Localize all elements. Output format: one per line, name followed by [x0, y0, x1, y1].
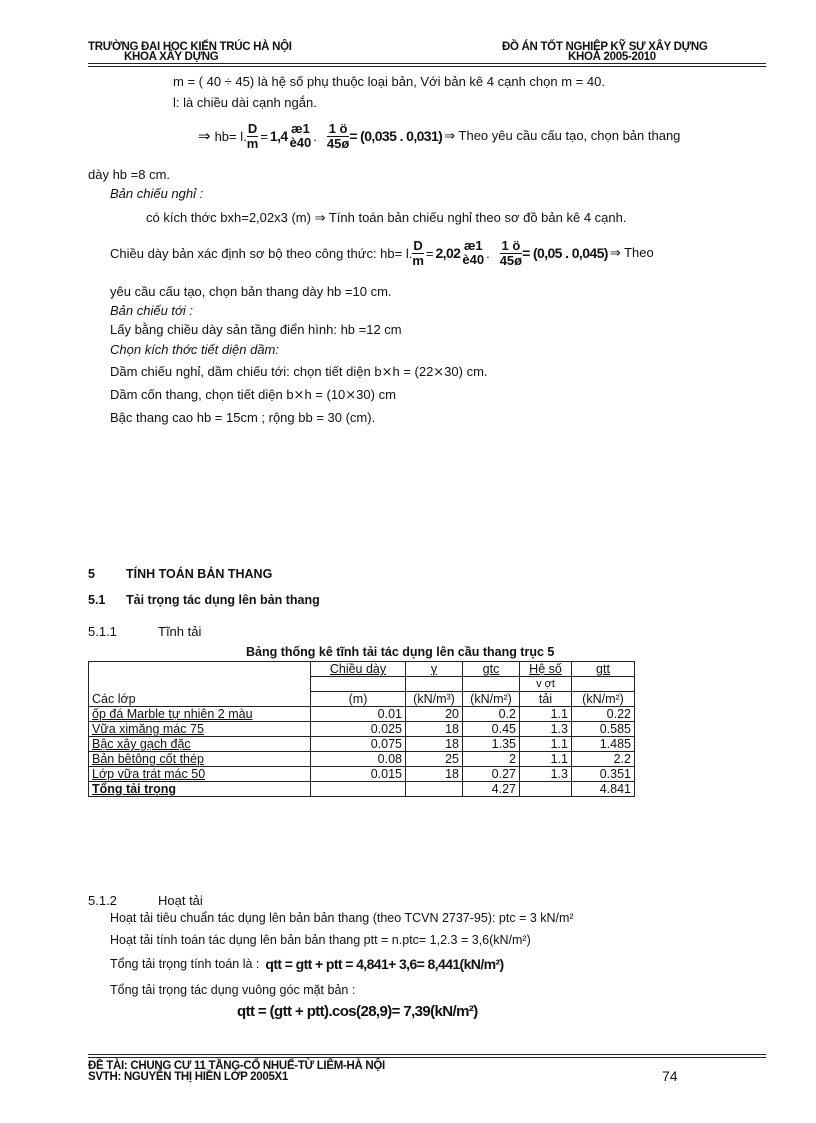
header-course: KHOÁ 2005-2010 — [568, 51, 656, 63]
footer-student: SVTH: NGUYỄN THỊ HIỀN LỚP 2005X1 — [88, 1071, 289, 1083]
header-faculty: KHOA XÂY DỰNG — [124, 51, 219, 63]
text-perpendicular-load: Tổng tải trọng tác dụng vuông góc mặt bản : — [110, 983, 356, 997]
table-caption: Bảng thống kê tĩnh tải tác dụng lên cầu thang trục 5 — [246, 645, 555, 659]
table-header-row-3 — [89, 692, 635, 707]
footer-topic: ĐỀ TÀI: CHUNG CƯ 11 TẦNG-CỔ NHUẾ-TỪ LIÊM-HÀ NỘI — [88, 1060, 385, 1072]
section-5-1-title: Tải trọng tác dụng lên bản thang — [126, 593, 320, 607]
text-hb-8cm: dày hb =8 cm. — [88, 167, 171, 182]
text-live-load-design: Hoạt tải tính toán tác dụng lên bản bản thang ptt = n.ptc= 1,2.3 = 3,6(kN/m²) — [110, 933, 531, 947]
text-kich-thuoc: có kích thớc bxh=2,02x3 (m) ⇒ Tính toán bản chiếu nghỉ theo sơ đồ bản kê 4 cạnh. — [146, 210, 627, 225]
formula-hb-2: Chiều dày bản xác định sơ bộ theo công thức: hb= l. $\frac{D}{m}$ = 2,02 æ1 è40 . $\frac{1 ö}{45ø}$ = (0,05 . 0,045) ⇒ Theo — [110, 237, 654, 268]
section-5-number: 5 — [88, 567, 95, 581]
header-school: TRƯỜNG ĐẠI HỌC KIẾN TRÚC HÀ NỘI — [88, 41, 292, 53]
table-row: Vữa ximăng mác 75 0.025 18 0.45 1.3 0.585 — [89, 722, 635, 737]
table-row: Lớp vữa trát mác 50 0.015 18 0.27 1.3 0.351 — [89, 767, 635, 782]
table-header-row-1 — [89, 662, 635, 677]
text-yeu-cau: yêu cầu cấu tạo, chọn bản thang dày hb =10 cm. — [110, 284, 392, 299]
header-layers: Các lớp — [89, 692, 311, 707]
section-5-1-number: 5.1 — [88, 593, 106, 607]
formula-hb-1: ⇒ hb= l. $\frac{D}{m}$ = 1,4 æ1 è40 . $\frac{1 ö}{45ø}$ = (0,035 . 0,031) ⇒ Theo yêu cầu cấu tạo, chọn bản thang — [198, 120, 681, 151]
header-factor-unit: tải — [520, 692, 572, 707]
section-5-1-2-title: Hoạt tải — [158, 893, 203, 908]
header-gamma-unit: (kN/m³) — [406, 692, 463, 707]
table-total-row: Tổng tải trọng 4.27 4.841 — [89, 782, 635, 797]
text-lay-bang: Lấy bằng chiều dày sản tầng điển hình: hb =12 cm — [110, 322, 402, 337]
text-dam-con: Dầm cốn thang, chọn tiết diện b⨯h = (10⨯30) cm — [110, 387, 396, 402]
table-row: Bậc xây gạch đặc 0.075 18 1.35 1.1 1.485 — [89, 737, 635, 752]
header-gtc: gtc — [463, 662, 520, 677]
text-bac-thang: Bậc thang cao hb = 15cm ; rộng bb = 30 (cm). — [110, 410, 376, 425]
section-5-1-1-title: Tĩnh tải — [158, 624, 202, 639]
header-thickness: Chiều dày — [311, 662, 406, 677]
page-number: 74 — [662, 1068, 678, 1084]
footer-rule-top — [88, 1054, 766, 1055]
fraction-d-over-m: $\frac{D}{m}$ — [246, 120, 259, 151]
section-5-1-1-number: 5.1.1 — [88, 624, 117, 639]
text-l-definition: l: là chiều dài cạnh ngắn. — [173, 95, 317, 110]
header-project: ĐỒ ÁN TỐT NGHIỆP KỸ SƯ XÂY DỰNG — [502, 41, 708, 53]
heading-ban-chieu-toi: Bản chiếu tới : — [110, 303, 194, 318]
heading-chon-kich-thuoc: Chọn kích thớc tiết diện dầm: — [110, 342, 279, 357]
text-total-load: Tổng tải trọng tính toán là : qtt = gtt + ptt = 4,841+ 3,6= 8,441(kN/m²) — [110, 956, 504, 972]
table-row: ốp đá Marble tự nhiên 2 màu 0.01 20 0.2 1.1 0.22 — [89, 707, 635, 722]
dead-load-table — [88, 661, 635, 797]
text-m-coefficient: m = ( 40 ÷ 45) là hệ số phụ thuộc loại bản, Với bản kê 4 cạnh chọn m = 40. — [173, 74, 605, 89]
footer-rule-bottom — [88, 1057, 766, 1058]
formula-perpendicular-load: qtt = (gtt + ptt).cos(28,9)= 7,39(kN/m²) — [237, 1003, 478, 1020]
header-gtc-unit: (kN/m²) — [463, 692, 520, 707]
header-factor: Hệ số — [520, 662, 572, 677]
text-dam-chieu: Dầm chiếu nghỉ, dầm chiếu tới: chọn tiết diện b⨯h = (22⨯30) cm. — [110, 364, 488, 379]
header-gtt: gtt — [572, 662, 635, 677]
header-rule-bottom — [88, 66, 766, 67]
formula-total-load: qtt = gtt + ptt = 4,841+ 3,6= 8,441(kN/m²) — [265, 956, 504, 972]
section-5-title: TÍNH TOÁN BẢN THANG — [126, 567, 273, 581]
header-gamma: γ — [406, 662, 463, 677]
header-rule-top — [88, 63, 766, 64]
header-gtt-unit: (kN/m²) — [572, 692, 635, 707]
text-live-load-standard: Hoạt tải tiêu chuẩn tác dụng lên bản bản thang (theo TCVN 2737-95): ptc = 3 kN/m² — [110, 911, 574, 925]
table-header-row-2 — [89, 677, 635, 692]
section-5-1-2-number: 5.1.2 — [88, 893, 117, 908]
header-thickness-unit: (m) — [311, 692, 406, 707]
header-factor-symbol: v ợt — [520, 677, 572, 692]
table-row: Bản bêtông cốt thép 0.08 25 2 1.1 2.2 — [89, 752, 635, 767]
heading-ban-chieu-nghi: Bản chiếu nghỉ : — [110, 186, 204, 201]
